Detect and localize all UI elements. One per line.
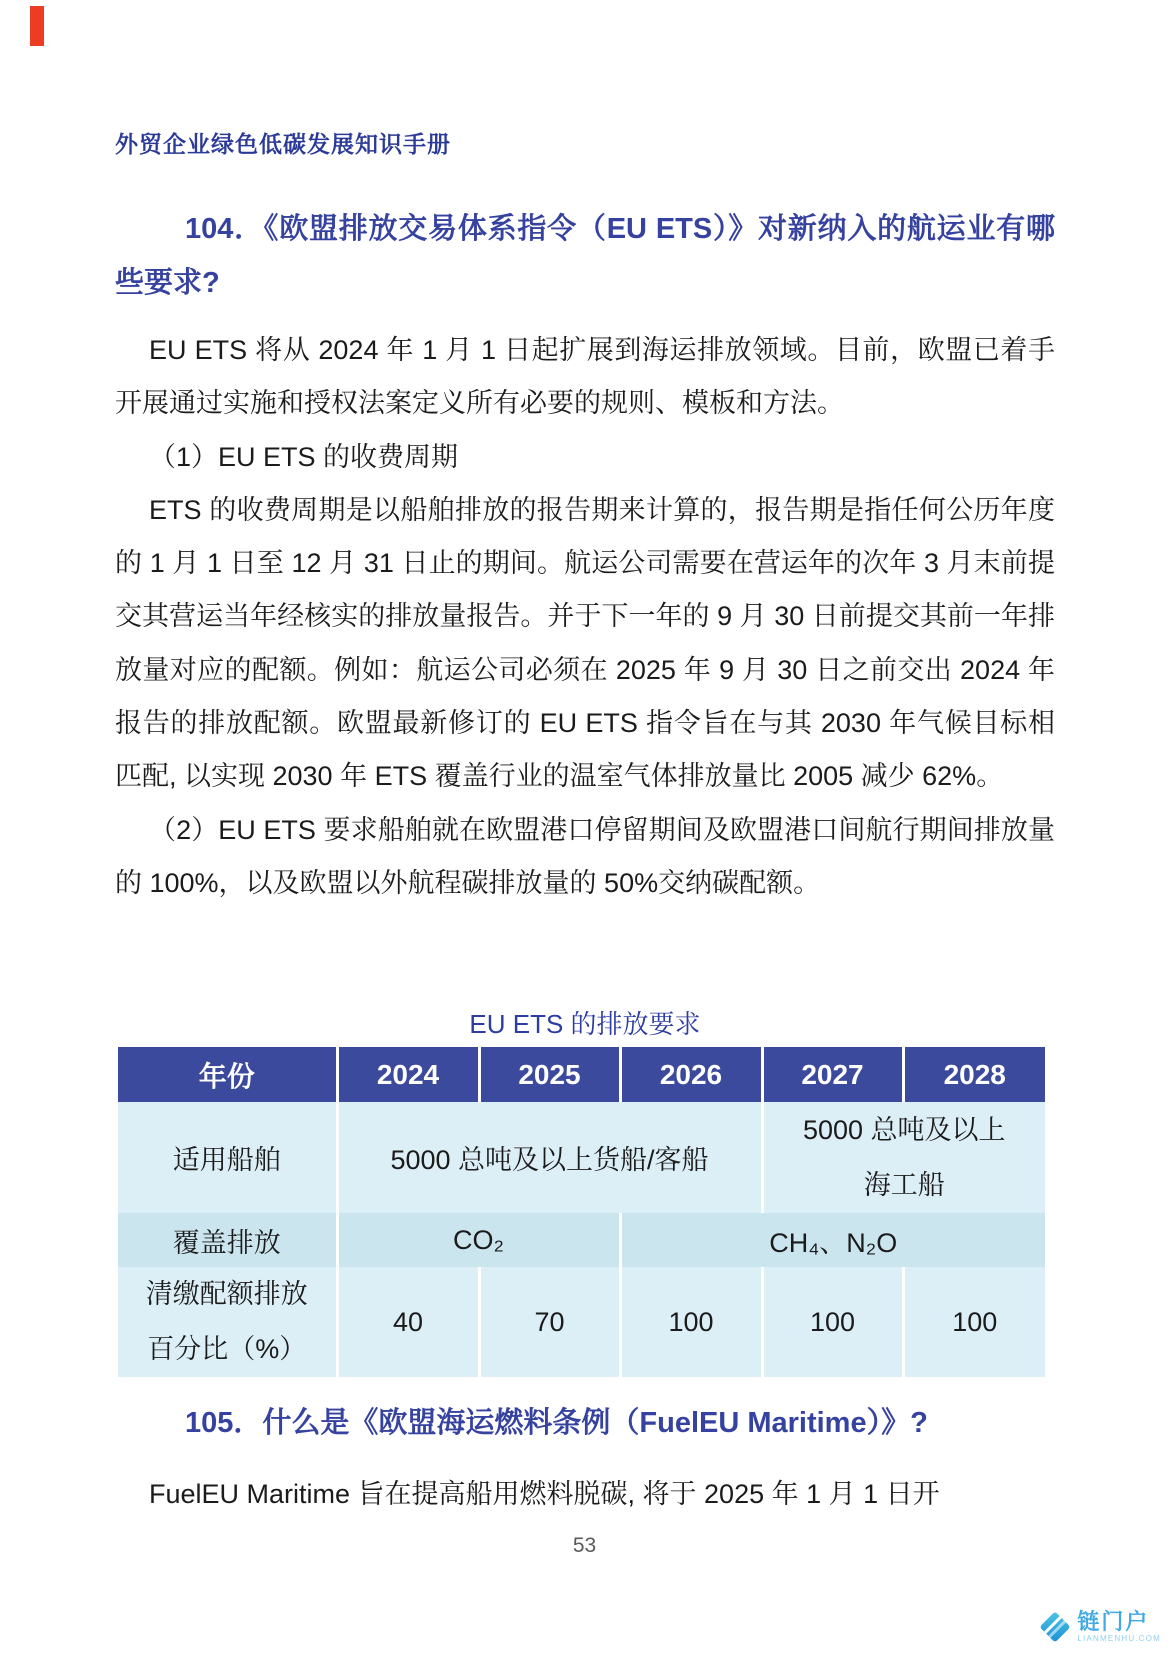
cell-line: 海工船 <box>863 1169 945 1200</box>
header-cell-2024: 2024 <box>337 1047 479 1102</box>
logo-domain: LIANMENHU.COM <box>1077 1634 1161 1643</box>
header-cell-2026: 2026 <box>620 1047 762 1102</box>
header-cell-2025: 2025 <box>479 1047 620 1102</box>
row-label-surrender <box>118 1267 337 1377</box>
question-105-body <box>115 1468 1055 1521</box>
row-label-ships: 适用船舶 <box>118 1102 337 1213</box>
document-header-title: 外贸企业绿色低碳发展知识手册 <box>115 131 451 157</box>
table-row <box>118 1213 1045 1267</box>
cell-pct-2024: 40 <box>337 1267 479 1377</box>
paragraph: EU ETS 将从 2024 年 1 月 1 日起扩展到海运排放领域。目前，欧盟已着手开展通过实施和授权法案定义所有必要的规则、模板和方法。 <box>115 335 1055 419</box>
page-number: 53 <box>572 1534 597 1557</box>
cell-ch4-n2o: CH₄、N₂O <box>620 1213 1045 1267</box>
cell-line: 5000 总吨及以上 <box>802 1114 1006 1145</box>
question-104-body <box>115 324 1055 910</box>
paragraph: （2）EU ETS 要求船舶就在欧盟港口停留期间及欧盟港口间航行期间排放量的 100%，以及欧盟以外航程碳排放量的 50%交纳碳配额。 <box>115 814 1055 898</box>
header-cell-2027: 2027 <box>762 1047 903 1102</box>
cell-pct-2026: 100 <box>620 1267 762 1377</box>
header-cell-year: 年份 <box>118 1047 337 1102</box>
ets-requirements-table <box>118 1047 1045 1377</box>
watermark-logo <box>1038 1610 1161 1644</box>
page-corner-accent-bar <box>30 6 44 46</box>
logo-name: 链门户 <box>1077 1609 1150 1634</box>
table-row <box>118 1267 1045 1377</box>
question-104-heading: 104．《欧盟排放交易体系指令（EU ETS）》对新纳入的航运业有哪些要求? <box>115 213 1055 299</box>
paragraph: FuelEU Maritime 旨在提高船用燃料脱碳, 将于 2025 年 1 月 1 日开 <box>149 1479 940 1509</box>
cell-pct-2028: 100 <box>903 1267 1045 1377</box>
cell-cargo-ships: 5000 总吨及以上货船/客船 <box>337 1102 762 1213</box>
cell-pct-2025: 70 <box>479 1267 620 1377</box>
cell-line: 清缴配额排放 <box>145 1279 308 1309</box>
cell-co2: CO₂ <box>337 1213 620 1267</box>
paragraph: ETS 的收费周期是以船舶排放的报告期来计算的，报告期是指任何公历年度的 1 月 1 日至 12 月 31 日止的期间。航运公司需要在营运年的次年 3 月末前提交其营运当年经核实的排放量报告。并于下一年的 9 月 30 日前提交其前一年排放量对应的配额。例如：航运公司必须在 2025 年 9 月 30 日之前交出 2024 年报告的排放配额。欧盟最新修订的 EU ETS 指令旨在与其 2030 年气候目标相匹配, 以实现 2030 年 ETS 覆盖行业的温室气体排放量比 2005 减少 62%。 <box>115 494 1055 792</box>
logo-text-block <box>1077 1611 1161 1643</box>
header-cell-2028: 2028 <box>903 1047 1045 1102</box>
paragraph: （1）EU ETS 的收费周期 <box>149 441 459 472</box>
cell-offshore-ships <box>762 1102 1045 1213</box>
question-105-heading: 105．什么是《欧盟海运燃料条例（FuelEU Maritime）》? <box>185 1407 928 1439</box>
row-label-emissions: 覆盖排放 <box>118 1213 337 1267</box>
cell-line: 百分比（%） <box>147 1334 307 1364</box>
cell-pct-2027: 100 <box>762 1267 903 1377</box>
diamond-logo-icon <box>1038 1610 1072 1644</box>
table-title: EU ETS 的排放要求 <box>469 1009 701 1039</box>
table-row <box>118 1102 1045 1213</box>
table-header-row <box>118 1047 1045 1102</box>
